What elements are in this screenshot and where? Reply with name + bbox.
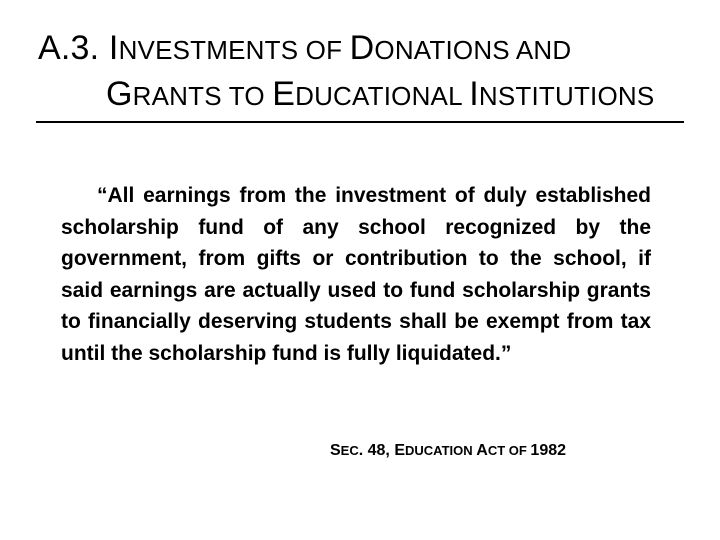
small-caps-segment: ONATIONS AND xyxy=(374,35,572,65)
small-caps-segment: EC xyxy=(340,443,359,458)
title-line-2 xyxy=(38,72,708,118)
text-segment: S xyxy=(330,442,341,459)
small-caps-segment: DUCATION xyxy=(404,443,477,458)
title-line-1 xyxy=(38,26,708,72)
slide-title xyxy=(38,26,708,118)
small-caps-segment: NSTITUTIONS xyxy=(478,81,655,111)
text-segment: E xyxy=(272,75,296,113)
text-segment: . 48, E xyxy=(358,442,405,459)
text-segment: I xyxy=(469,75,479,113)
small-caps-segment: CT OF xyxy=(487,443,531,458)
text-segment: D xyxy=(349,29,375,67)
title-divider xyxy=(36,121,684,123)
text-segment: A.3. I xyxy=(38,29,119,67)
text-segment: 1982 xyxy=(530,442,567,459)
small-caps-segment: RANTS TO xyxy=(132,81,273,111)
small-caps-segment: DUCATIONAL xyxy=(295,81,470,111)
text-segment: G xyxy=(106,75,133,113)
small-caps-segment: NVESTMENTS OF xyxy=(118,35,350,65)
source-citation xyxy=(330,440,566,462)
text-segment: A xyxy=(476,442,488,459)
quoted-provision: “All earnings from the investment of duly established scholarship fund of any school recognized by the government, from gifts or contribution to the school, if said earnings are actually used to fund scholarship grants to financially deserving students shall be exempt from tax until the scholarship fund is fully liquidated.” xyxy=(61,184,651,365)
